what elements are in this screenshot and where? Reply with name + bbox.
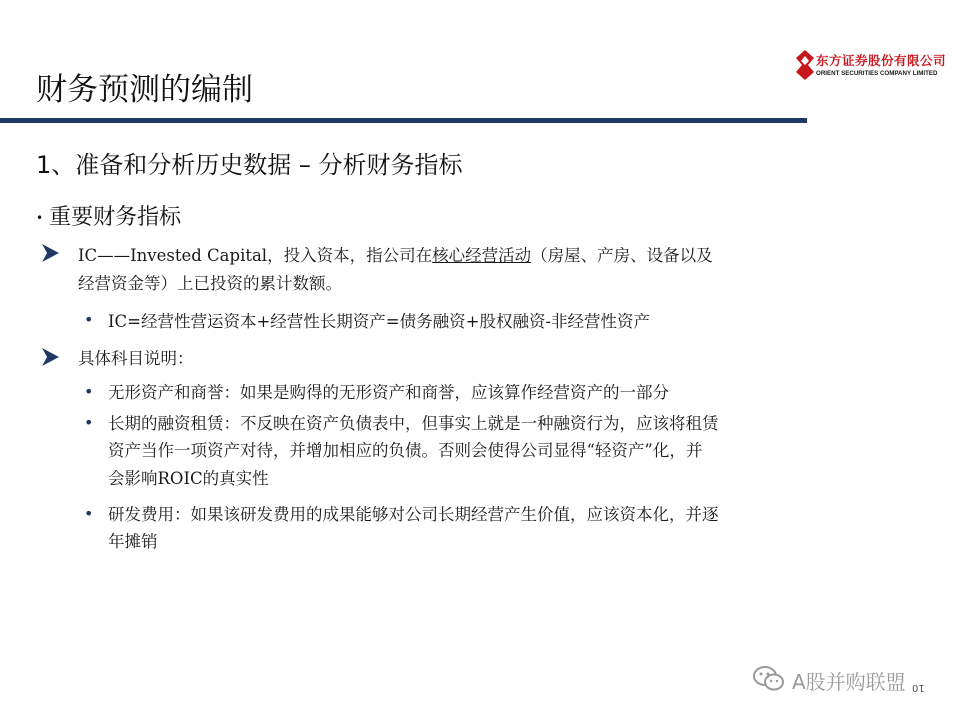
logo-chinese-name: 东方证券股份有限公司	[816, 53, 947, 68]
detail-lease-line2: 资产当作一项资产对待，并增加相应的负债。否则会使得公司显得“轻资产”化，并	[108, 441, 703, 460]
ic-definition-line2: 经营资金等）上已投资的累计数额。	[78, 274, 342, 293]
key-indicators-heading	[36, 200, 181, 231]
logo-english-name: ORIENT SECURITIES COMPANY LIMITED	[816, 70, 938, 77]
arrow-bullet-icon	[40, 347, 60, 367]
detail-rnd-line1: 研发费用：如果该研发费用的成果能够对公司长期经营产生价值，应该资本化，并逐	[108, 505, 719, 524]
page-title: 财务预测的编制	[36, 72, 253, 108]
section-subtitle: 1、准备和分析历史数据 – 分析财务指标	[36, 151, 463, 179]
ic-core-activity-underlined: 核心经营活动	[432, 246, 532, 265]
orient-securities-logo-icon	[796, 50, 814, 80]
detail-lease-line3: 会影响ROIC的真实性	[108, 469, 269, 488]
arrow-bullet-icon	[40, 243, 60, 263]
ic-line1-text: IC——Invested Capital，投入资本，指公司在	[78, 246, 433, 265]
wechat-watermark	[752, 664, 932, 696]
title-divider	[0, 118, 807, 123]
key-indicators-label: 重要财务指标	[49, 205, 182, 230]
bullet-dot-icon: •	[36, 211, 44, 225]
ic-formula: IC=经营性营运资本+经营性长期资产=债务融资+股权融资-非经营性资产	[108, 312, 651, 331]
details-heading: 具体科目说明：	[78, 349, 194, 368]
page-number: 10	[912, 682, 925, 693]
bullet-dot-icon: •	[84, 382, 94, 401]
detail-intangibles: 无形资产和商誉：如果是购得的无形资产和商誉，应该算作经营资产的一部分	[108, 383, 669, 402]
bullet-dot-icon: •	[84, 504, 94, 523]
ic-line1-tail: （房屋、产房、设备以及	[531, 246, 713, 265]
ic-definition-line1	[78, 242, 713, 269]
wechat-icon	[752, 664, 786, 694]
company-logo	[796, 50, 947, 86]
detail-lease-line1: 长期的融资租赁：不反映在资产负债表中，但事实上就是一种融资行为，应该将租赁	[108, 414, 719, 433]
bullet-dot-icon: •	[84, 413, 94, 432]
bullet-dot-icon: •	[84, 310, 94, 329]
detail-rnd-line2: 年摊销	[108, 532, 158, 551]
watermark-text: A股并购联盟	[792, 670, 906, 694]
